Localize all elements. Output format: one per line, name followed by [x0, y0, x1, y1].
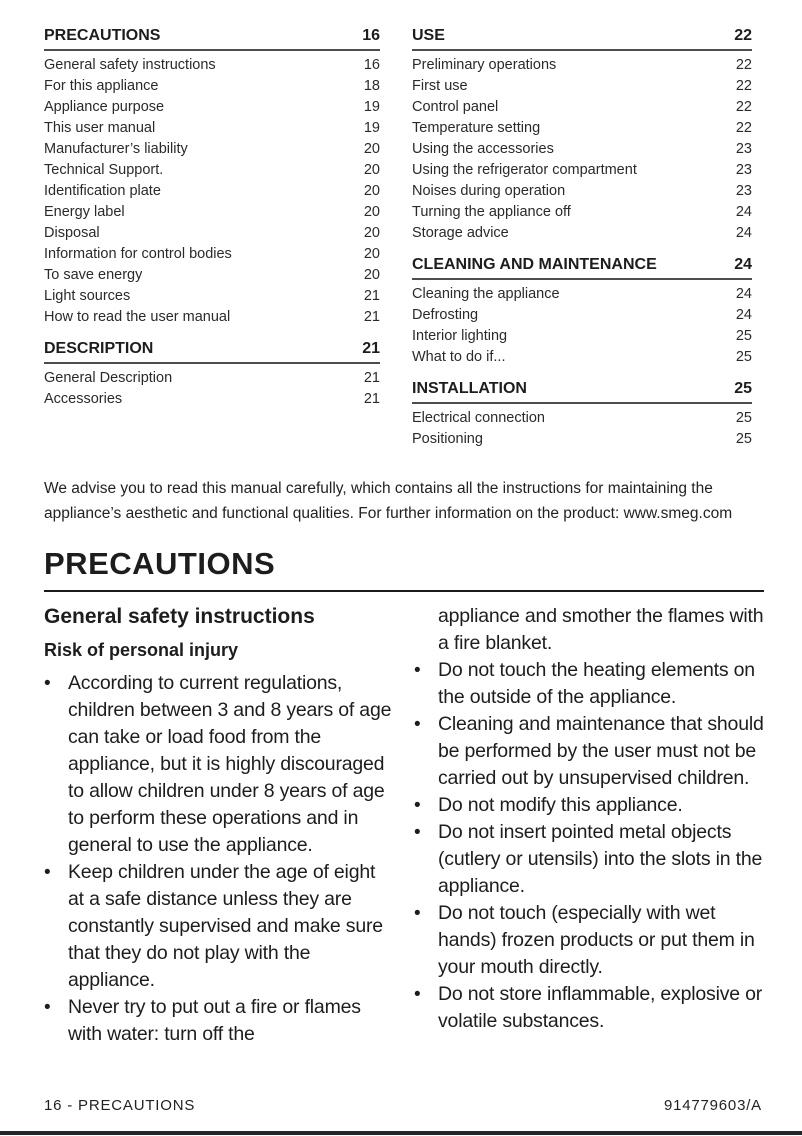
toc-entry-label: How to read the user manual — [44, 309, 231, 325]
bullet-marker-icon: • — [44, 862, 51, 883]
toc-entry — [412, 160, 752, 181]
toc-section-page: 25 — [734, 380, 752, 397]
toc-entry-page: 24 — [735, 307, 752, 323]
toc-entry — [412, 408, 752, 429]
toc-entry — [44, 76, 380, 97]
toc-entry-label: Accessories — [44, 391, 123, 407]
body-columns — [44, 603, 764, 1048]
toc-entry — [412, 139, 752, 160]
toc-entry-label: This user manual — [44, 120, 156, 136]
toc-entry-label: Identification plate — [44, 183, 161, 199]
toc-entry — [412, 305, 752, 326]
bullet-marker-icon: • — [414, 822, 421, 843]
toc-entry — [412, 326, 752, 347]
toc-entry-page: 21 — [363, 391, 380, 407]
toc-entry-page: 18 — [363, 78, 380, 94]
toc-entry-label: General safety instructions — [44, 57, 216, 73]
bullet-marker-icon: • — [44, 673, 51, 694]
toc-entry — [44, 139, 380, 160]
toc-entry-page: 20 — [363, 246, 380, 262]
body-right-column — [414, 603, 764, 1048]
toc-section-items — [412, 51, 752, 246]
toc-entry-label: Information for control bodies — [44, 246, 232, 262]
toc-entry-label: General Description — [44, 370, 173, 386]
bullet-list-right — [414, 657, 764, 1035]
toc-section-page: 24 — [734, 256, 752, 273]
toc-entry — [44, 97, 380, 118]
toc-entry-page: 21 — [363, 309, 380, 325]
toc-entry — [412, 97, 752, 118]
toc-entry — [44, 202, 380, 223]
toc-entry-page: 22 — [735, 78, 752, 94]
toc-entry-page: 20 — [363, 225, 380, 241]
toc-section-header-use — [412, 26, 752, 51]
chapter-heading — [44, 547, 764, 592]
toc-entry-label: Appliance purpose — [44, 99, 165, 115]
toc-entry-page: 20 — [363, 141, 380, 157]
toc-entry — [44, 181, 380, 202]
toc-section-title: CLEANING AND MAINTENANCE — [412, 256, 657, 273]
toc-entry-page: 16 — [363, 57, 380, 73]
toc-entry-page: 24 — [735, 225, 752, 241]
bullet-marker-icon: • — [414, 795, 421, 816]
toc-entry-page: 25 — [735, 431, 752, 447]
toc-section-items — [44, 51, 380, 330]
bullet-marker-icon: • — [414, 903, 421, 924]
toc-entry — [412, 181, 752, 202]
toc-entry — [412, 118, 752, 139]
toc-entry-label: Noises during operation — [412, 183, 566, 199]
toc-entry-page: 25 — [735, 328, 752, 344]
bullet-marker-icon: • — [414, 660, 421, 681]
toc-section-header-cleaning — [412, 255, 752, 280]
toc-entry-page: 23 — [735, 183, 752, 199]
toc-section-title: USE — [412, 27, 445, 44]
toc-section-header-description — [44, 339, 380, 364]
bullet-text: Cleaning and maintenance that should be performed by the user must not be carried out by unsupervised children. — [438, 713, 764, 789]
toc-entry — [44, 244, 380, 265]
bullet-marker-icon: • — [44, 997, 51, 1018]
toc-entry — [44, 286, 380, 307]
bullet-item — [414, 819, 764, 900]
intro-paragraph: We advise you to read this manual carefully, which contains all the instructions for maintaining the appliance’s aesthetic and functional qualities. For further information on the product: www.smeg.com — [44, 480, 733, 522]
toc-section-title: DESCRIPTION — [44, 340, 154, 357]
body-left-column — [44, 603, 394, 1048]
bullet-item — [44, 994, 394, 1048]
toc-entry-label: Defrosting — [412, 307, 479, 323]
toc-entry-label: Cleaning the appliance — [412, 286, 560, 302]
toc-entry — [44, 118, 380, 139]
subsection-heading: Risk of personal injury — [44, 640, 239, 660]
toc-entry-page: 25 — [735, 349, 752, 365]
toc-entry — [412, 76, 752, 97]
toc-entry — [412, 347, 752, 368]
toc-section-page: 22 — [734, 27, 752, 44]
toc-entry — [44, 389, 380, 410]
toc-entry-label: First use — [412, 78, 468, 94]
toc-entry-label: Manufacturer’s liability — [44, 141, 188, 157]
toc-entry-label: Technical Support. — [44, 162, 164, 178]
toc-entry — [412, 223, 752, 244]
toc-entry — [44, 265, 380, 286]
toc-section-items — [44, 364, 380, 412]
toc-section-title: PRECAUTIONS — [44, 27, 161, 44]
bullet-item — [414, 711, 764, 792]
toc-entry-page: 20 — [363, 162, 380, 178]
bullet-item — [414, 657, 764, 711]
toc-entry-page: 25 — [735, 410, 752, 426]
bullet-item — [44, 859, 394, 994]
toc-section-title: INSTALLATION — [412, 380, 527, 397]
bullet-marker-icon: • — [414, 714, 421, 735]
toc-entry-label: Light sources — [44, 288, 131, 304]
toc-entry-label: Turning the appliance off — [412, 204, 571, 220]
toc-section-header-precautions — [44, 26, 380, 51]
toc-entry — [412, 202, 752, 223]
toc-entry — [44, 307, 380, 328]
bullet-list-left — [44, 670, 394, 1048]
bullet-item — [44, 670, 394, 859]
bullet-item — [414, 900, 764, 981]
toc-section-items — [412, 280, 752, 370]
toc-entry-label: Positioning — [412, 431, 483, 447]
footer-page-label: 16 - PRECAUTIONS — [44, 1097, 196, 1114]
toc-entry — [412, 429, 752, 450]
toc-entry-page: 23 — [735, 162, 752, 178]
toc-entry-label: Temperature setting — [412, 120, 541, 136]
section-heading: General safety instructions — [44, 605, 315, 628]
bullet-item — [414, 981, 764, 1035]
toc-entry-page: 23 — [735, 141, 752, 157]
toc-entry-label: To save energy — [44, 267, 143, 283]
toc-entry-label: Electrical connection — [412, 410, 545, 426]
continuation-text: appliance and smother the flames with a fire blanket. — [438, 605, 764, 654]
table-of-contents — [44, 26, 764, 452]
page-bottom-edge-bar — [0, 1131, 802, 1135]
toc-entry-page: 21 — [363, 288, 380, 304]
bullet-text: Do not touch (especially with wet hands) frozen products or put them in your mouth directly. — [438, 902, 755, 978]
chapter-title: PRECAUTIONS — [44, 546, 276, 581]
toc-entry — [44, 55, 380, 76]
bullet-text: Keep children under the age of eight at a safe distance unless they are constantly supervised and make sure that they do not play with the appliance. — [68, 861, 383, 991]
toc-entry — [44, 368, 380, 389]
toc-entry-page: 20 — [363, 183, 380, 199]
toc-entry-page: 24 — [735, 204, 752, 220]
toc-entry-page: 20 — [363, 267, 380, 283]
bullet-text: Do not modify this appliance. — [438, 794, 683, 816]
toc-entry — [44, 160, 380, 181]
bullet-text: According to current regulations, children between 3 and 8 years of age can take or load food from the appliance, but it is highly discouraged to allow children under 8 years of age to perform these operations and in general to use the appliance. — [68, 672, 392, 856]
bullet-text: Do not touch the heating elements on the outside of the appliance. — [438, 659, 755, 708]
footer-doc-code: 914779603/A — [663, 1097, 762, 1114]
toc-right-column — [412, 26, 752, 452]
toc-entry-page: 22 — [735, 99, 752, 115]
toc-entry-page: 20 — [363, 204, 380, 220]
toc-left-column — [44, 26, 380, 452]
toc-entry-label: Storage advice — [412, 225, 509, 241]
toc-entry-page: 22 — [735, 57, 752, 73]
toc-section-header-installation — [412, 379, 752, 404]
toc-entry-page: 21 — [363, 370, 380, 386]
toc-entry-page: 19 — [363, 99, 380, 115]
bullet-text: Never try to put out a fire or flames with water: turn off the — [68, 996, 361, 1045]
toc-entry — [44, 223, 380, 244]
bullet-text: Do not insert pointed metal objects (cutlery or utensils) into the slots in the appliance. — [438, 821, 763, 897]
toc-entry-label: For this appliance — [44, 78, 159, 94]
toc-entry-label: Energy label — [44, 204, 125, 220]
toc-entry-page: 24 — [735, 286, 752, 302]
bullet-marker-icon: • — [414, 984, 421, 1005]
toc-entry-page: 19 — [363, 120, 380, 136]
toc-entry-label: Using the refrigerator compartment — [412, 162, 637, 178]
toc-entry-label: Preliminary operations — [412, 57, 557, 73]
toc-entry-page: 22 — [735, 120, 752, 136]
page-footer — [44, 1097, 762, 1114]
toc-section-page: 21 — [362, 340, 380, 357]
toc-section-items — [412, 404, 752, 452]
bullet-text: Do not store inflammable, explosive or volatile substances. — [438, 983, 763, 1032]
bullet-item — [414, 792, 764, 819]
toc-entry — [412, 55, 752, 76]
toc-entry — [412, 284, 752, 305]
toc-section-page: 16 — [362, 27, 380, 44]
toc-entry-label: Interior lighting — [412, 328, 508, 344]
toc-entry-label: Disposal — [44, 225, 100, 241]
toc-entry-label: What to do if... — [412, 349, 506, 365]
toc-entry-label: Using the accessories — [412, 141, 554, 157]
toc-entry-label: Control panel — [412, 99, 499, 115]
